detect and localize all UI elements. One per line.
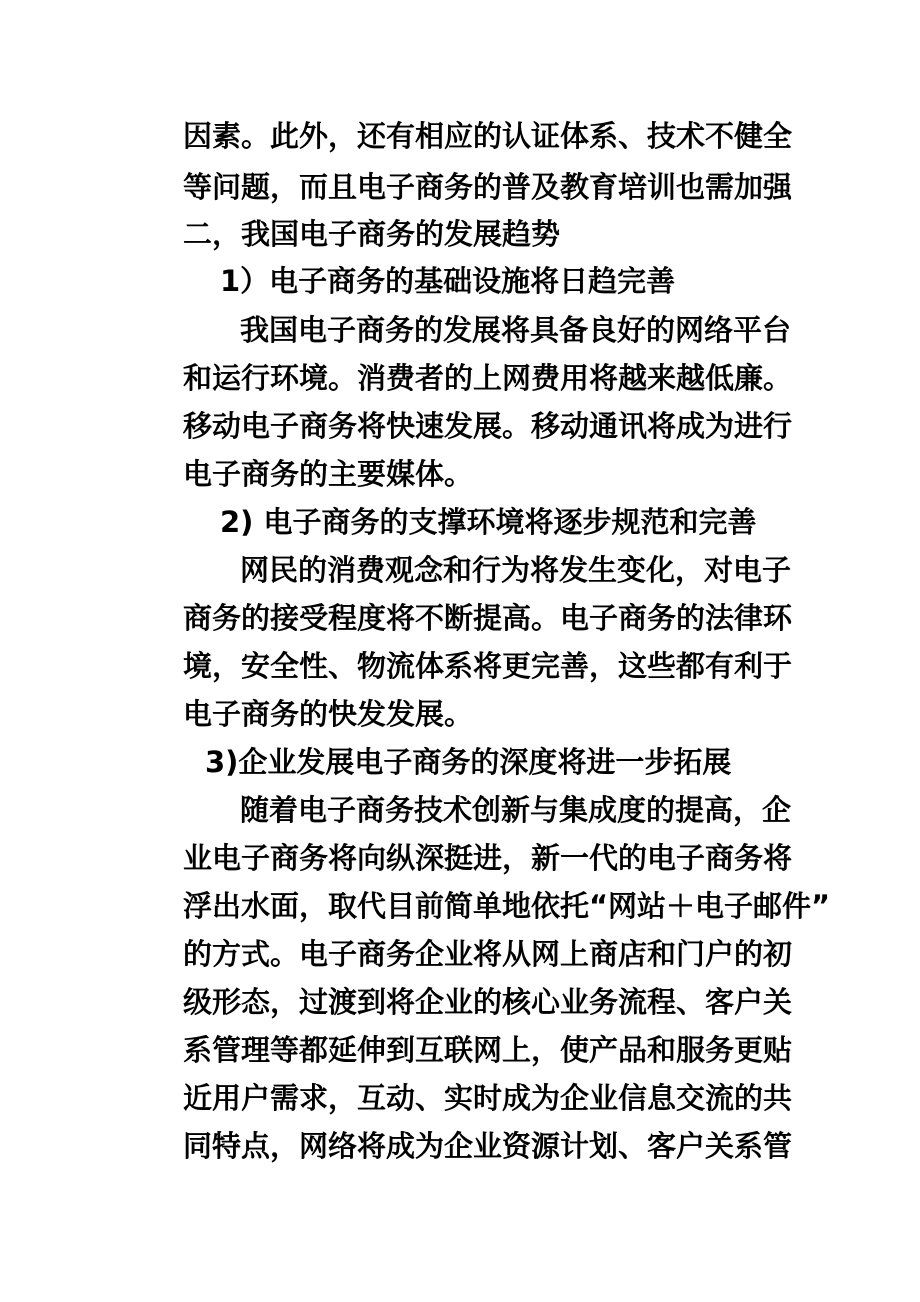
text-line-6-content: 和运行环境。消费者的上网费用将越来越低廉。 (183, 361, 793, 395)
text-line-11-content: 商务的接受程度将不断提高。电子商务的法律环 (183, 601, 793, 635)
section-heading-2-content: 二，我国电子商务的发展趋势 (183, 217, 561, 251)
text-line-22-content: 同特点，网络将成为企业资源计划、客户关系管 (183, 1129, 793, 1163)
text-line-19-content: 级形态，过渡到将企业的核心业务流程、客户关 (183, 985, 793, 1019)
text-line-12-content: 境，安全性、物流体系将更完善，这些都有利于 (183, 649, 793, 683)
text-line-17-content: 浮出水面，取代目前简单地依托“网站＋电子邮件” (183, 889, 831, 923)
text-line-7-content: 移动电子商务将快速发展。移动通讯将成为进行 (183, 409, 793, 443)
text-line-1 (0, 108, 920, 164)
text-line-20-content: 系管理等都延伸到互联网上，使产品和服务更贴 (183, 1033, 793, 1067)
text-line-10-content: 网民的消费观念和行为将发生变化，对电子 (240, 553, 792, 587)
text-line-2-content: 等问题，而且电子商务的普及教育培训也需加强 (183, 170, 793, 204)
subheading-1-content: 1）电子商务的基础设施将日趋完善 (220, 264, 676, 298)
text-line-13-content: 电子商务的快发发展。 (183, 697, 474, 731)
text-line-22 (0, 1118, 920, 1174)
subheading-2-content: 2) 电子商务的支撑环境将逐步规范和完善 (220, 505, 757, 539)
text-line-5-content: 我国电子商务的发展将具备良好的网络平台 (240, 313, 792, 347)
text-line-15-content: 随着电子商务技术创新与集成度的提高，企 (240, 793, 792, 827)
text-line-8-content: 电子商务的主要媒体。 (183, 457, 474, 491)
subheading-3-content: 3)企业发展电子商务的深度将进一步拓展 (205, 745, 732, 779)
text-line-16-content: 业电子商务将向纵深挺进，新一代的电子商务将 (183, 841, 793, 875)
text-line-1-content: 因素。此外，还有相应的认证体系、技术不健全 (183, 119, 793, 153)
subheading-1 (0, 253, 920, 309)
text-line-21-content: 近用户需求，互动、实时成为企业信息交流的共 (183, 1081, 793, 1115)
text-line-18-content: 的方式。电子商务企业将从网上商店和门户的初 (183, 937, 793, 971)
